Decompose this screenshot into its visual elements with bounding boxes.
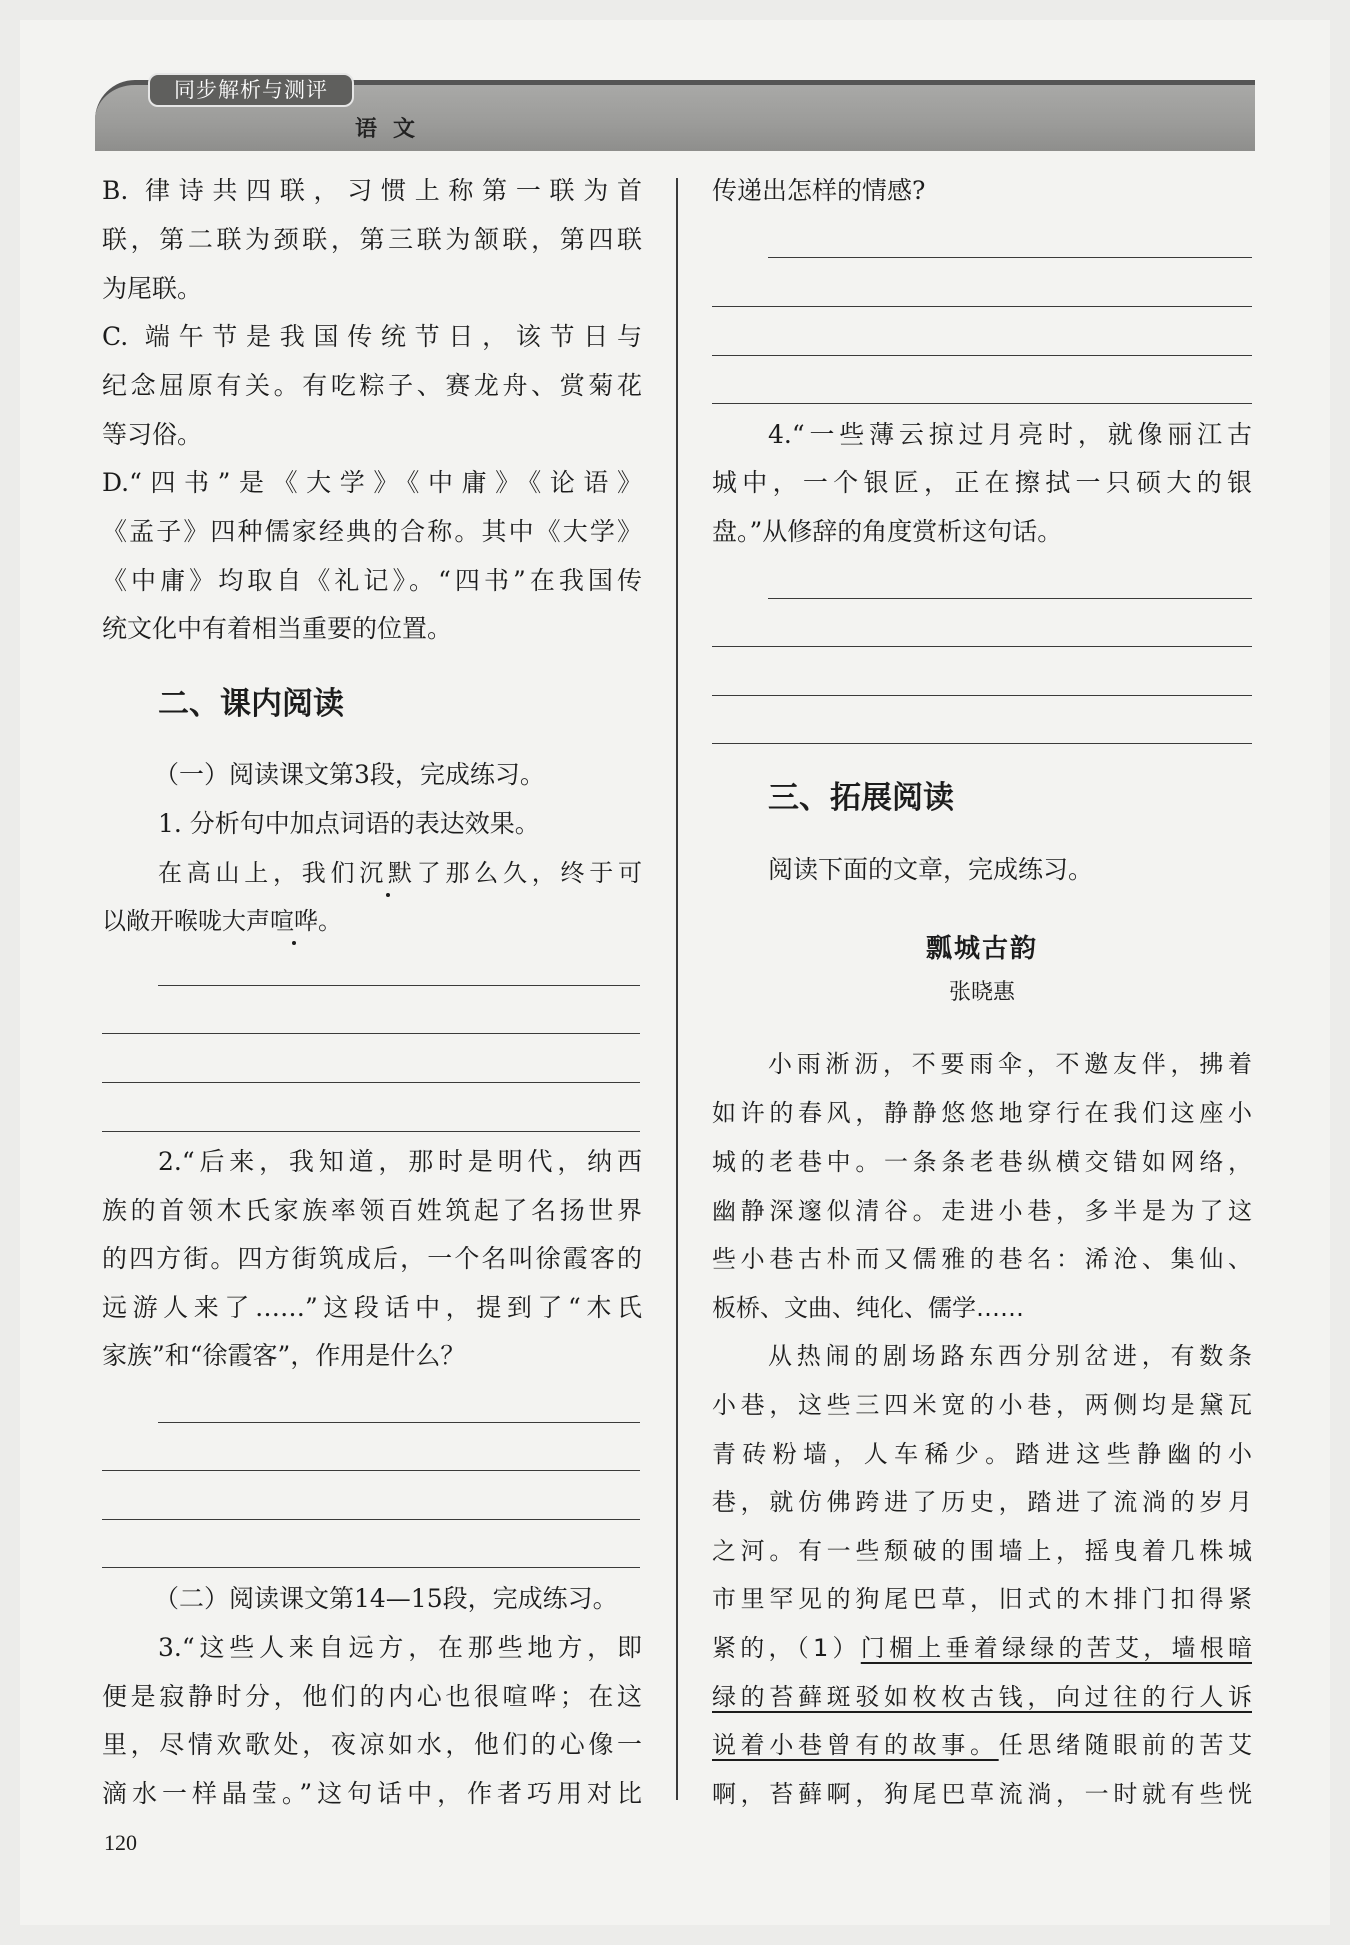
quote-text: 。 xyxy=(318,907,342,935)
underlined-sentence: 绿的苔藓斑驳如枚枚古钱，向过往的行人诉 xyxy=(712,1683,1252,1711)
answer-line[interactable] xyxy=(102,1131,640,1132)
text-line: 2.“后来，我知道，那时是明代，纳西 xyxy=(158,1147,642,1176)
text-line: 些小巷古朴而又儒雅的巷名：浠沧、集仙、 xyxy=(712,1245,1252,1273)
text-line: D.“四书”是《大学》《中庸》《论语》 xyxy=(102,468,642,497)
section-title-in-class-reading: 二、课内阅读 xyxy=(158,686,344,722)
text-line: 市里罕见的狗尾巴草，旧式的木排门扣得紧 xyxy=(712,1585,1252,1613)
answer-line[interactable] xyxy=(102,1519,640,1520)
answer-line[interactable] xyxy=(712,306,1252,307)
text-line xyxy=(712,1633,1252,1663)
text-line xyxy=(712,1682,1252,1712)
text-line: 青砖粉墙，人车稀少。踏进这些静幽的小 xyxy=(712,1440,1252,1468)
text-line: 从热闹的剧场路东西分别岔进，有数条 xyxy=(768,1342,1252,1370)
answer-line[interactable] xyxy=(712,743,1252,744)
text-line: 城中，一个银匠，正在擦拭一只硕大的银 xyxy=(712,468,1252,497)
quote-text: 在高山上，我们 xyxy=(158,859,360,887)
underlined-sentence: 门楣上垂着绿绿的苦艾，墙根暗 xyxy=(860,1634,1252,1662)
page-number: 120 xyxy=(104,1830,137,1855)
article-title: 瓢城古韵 xyxy=(925,934,1038,964)
text-line: 的四方街。四方街筑成后，一个名叫徐霞客的 xyxy=(102,1244,642,1273)
quote-text: 了那么久，终于可 xyxy=(416,859,642,887)
question-3-continued: 传递出怎样的情感? xyxy=(712,176,926,205)
text-segment: 任思绪随眼前的苦艾 xyxy=(998,1731,1253,1759)
text-line: 3.“这些人来自远方，在那些地方，即 xyxy=(158,1633,642,1662)
text-line: 啊，苔藓啊，狗尾巴草流淌，一时就有些恍 xyxy=(712,1780,1252,1808)
question-1-quote-line xyxy=(102,906,642,936)
question-1-quote-line xyxy=(102,858,642,888)
part2-instruction: （二）阅读课文第14—15段，完成练习。 xyxy=(154,1584,618,1613)
dotted-word xyxy=(359,859,417,887)
column-divider xyxy=(676,178,678,1800)
question-1-prompt: 1. 分析句中加点词语的表达效果。 xyxy=(158,809,540,838)
text-line: 纪念屈原有关。有吃粽子、赛龙舟、赏菊花 xyxy=(102,371,642,400)
text-line: B. 律诗共四联，习惯上称第一联为首 xyxy=(102,176,642,205)
article-author: 张晓惠 xyxy=(948,980,1015,1005)
text-line xyxy=(712,1730,1252,1760)
text-line: 联，第二联为颈联，第三联为颔联，第四联 xyxy=(102,225,642,254)
answer-line[interactable] xyxy=(158,1422,640,1423)
text-line: 城的老巷中。一条条老巷纵横交错如网络， xyxy=(712,1148,1252,1176)
answer-line[interactable] xyxy=(102,1470,640,1471)
dotted-word: 喧哗 xyxy=(270,907,318,935)
text-line: 板桥、文曲、纯化、儒学…… xyxy=(712,1294,1024,1322)
section-title-extended-reading: 三、拓展阅读 xyxy=(768,780,954,816)
text-line: 巷，就仿佛跨进了历史，踏进了流淌的岁月 xyxy=(712,1488,1252,1516)
answer-line[interactable] xyxy=(712,646,1252,647)
quote-text: 以敞开喉咙大声 xyxy=(102,907,270,935)
answer-line[interactable] xyxy=(768,598,1252,599)
text-line: 小巷，这些三四米宽的小巷，两侧均是黛瓦 xyxy=(712,1391,1252,1419)
answer-line[interactable] xyxy=(712,355,1252,356)
section3-instruction: 阅读下面的文章，完成练习。 xyxy=(768,855,1094,884)
text-line: 便是寂静时分，他们的内心也很喧哗；在这 xyxy=(102,1682,642,1711)
text-line: 小雨淅沥，不要雨伞，不邀友伴，拂着 xyxy=(768,1050,1252,1078)
text-line: C. 端午节是我国传统节日，该节日与 xyxy=(102,322,642,351)
answer-line[interactable] xyxy=(102,1082,640,1083)
answer-line[interactable] xyxy=(712,695,1252,696)
part1-instruction: （一）阅读课文第3段，完成练习。 xyxy=(154,760,545,789)
text-line: 滴水一样晶莹。”这句话中，作者巧用对比 xyxy=(102,1779,642,1808)
text-line: 远游人来了……”这段话中，提到了“木氏 xyxy=(102,1293,642,1322)
text-line: 为尾联。 xyxy=(102,274,203,303)
underlined-sentence: 说着小巷曾有的故事。 xyxy=(712,1731,999,1759)
text-line: 盘。”从修辞的角度赏析这句话。 xyxy=(712,517,1063,546)
text-line: 族的首领木氏家族率领百姓筑起了名扬世界 xyxy=(102,1196,642,1225)
text-line: 《中庸》均取自《礼记》。“四书”在我国传 xyxy=(102,566,642,595)
answer-line[interactable] xyxy=(768,257,1252,258)
text-segment: 紧的，（1） xyxy=(712,1634,861,1662)
answer-line[interactable] xyxy=(102,1033,640,1034)
text-line: 统文化中有着相当重要的位置。 xyxy=(102,614,453,643)
answer-line[interactable] xyxy=(158,985,640,986)
dotted-text: 沉默 xyxy=(359,859,417,887)
text-line: 如许的春风，静静悠悠地穿行在我们这座小 xyxy=(712,1099,1252,1127)
subject-label: 语文 xyxy=(355,117,432,142)
text-line: 里，尽情欢歌处，夜凉如水，他们的心像一 xyxy=(102,1730,642,1759)
answer-line[interactable] xyxy=(712,403,1252,404)
text-line: 《孟子》四种儒家经典的合称。其中《大学》 xyxy=(102,517,642,546)
book-title-tab: 同步解析与测评 xyxy=(148,73,354,107)
text-line: 等习俗。 xyxy=(102,420,203,449)
answer-line[interactable] xyxy=(102,1567,640,1568)
text-line: 之河。有一些颓破的围墙上，摇曳着几株城 xyxy=(712,1537,1252,1565)
text-line: 4.“一些薄云掠过月亮时，就像丽江古 xyxy=(768,420,1252,449)
text-line: 家族”和“徐霞客”，作用是什么？ xyxy=(102,1341,466,1370)
text-line: 幽静深邃似清谷。走进小巷，多半是为了这 xyxy=(712,1197,1252,1225)
